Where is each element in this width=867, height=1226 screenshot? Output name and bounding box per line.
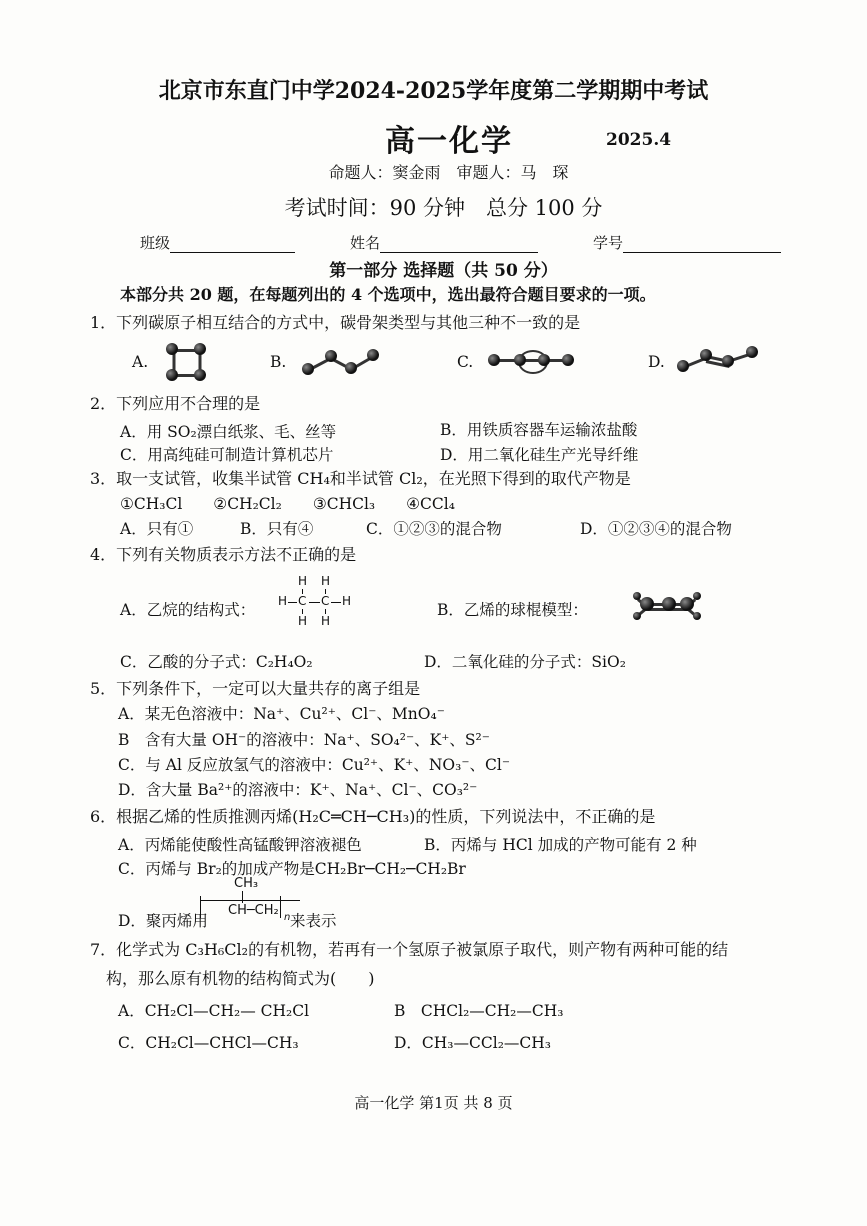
- page-footer: 高一化学 第1页 共 8 页: [354, 1094, 513, 1112]
- id-label: 学号: [593, 234, 624, 252]
- polymer-chain: CH─CH₂: [228, 903, 279, 918]
- subject-title: 高一化学: [385, 124, 513, 159]
- q4-option-b: B．乙烯的球棍模型：: [437, 601, 588, 619]
- q1-option-d: D.: [648, 353, 665, 371]
- q4-stem: 4．下列有关物质表示方法不正确的是: [90, 545, 357, 564]
- q6-option-c: C．丙烯与 Br₂的加成产物是CH₂Br─CH₂─CH₂Br: [118, 860, 466, 878]
- q5-option-b: B 含有大量 OH⁻的溶液中：Na⁺、SO₄²⁻、K⁺、S²⁻: [118, 731, 490, 749]
- authors-line: 命题人：窦金雨 审题人：马 琛: [328, 163, 569, 182]
- q1-option-a: A.: [132, 353, 149, 371]
- q5-option-a: A．某无色溶液中：Na⁺、Cu²⁺、Cl⁻、MnO₄⁻: [118, 705, 445, 723]
- ch3-group: CH₃: [234, 876, 259, 891]
- q1-option-c: C.: [457, 353, 474, 371]
- q7-stem: 7．化学式为 C₃H₆Cl₂的有机物，若再有一个氢原子被氯原子取代，则产物有两种可能的结: [90, 940, 729, 959]
- exam-time: 考试时间：90 分钟 总分 100 分: [284, 196, 603, 220]
- c-atom: C: [298, 594, 307, 608]
- name-label: 姓名: [350, 234, 381, 252]
- id-field: [593, 232, 781, 253]
- q6-stem: 6．根据乙烯的性质推测丙烯(H₂C═CH─CH₃)的性质，下列说法中，不正确的是: [90, 807, 656, 826]
- q2-option-a: A．用 SO₂漂白纸浆、毛、丝等: [120, 423, 337, 441]
- exam-title: 北京市东直门中学2024-2025学年度第二学期期中考试: [158, 78, 709, 104]
- q7-option-c: C．CH₂Cl—CHCl—CH₃: [118, 1034, 299, 1052]
- q7-option-b: B CHCl₂—CH₂—CH₃: [394, 1002, 564, 1020]
- h-atom: H: [342, 594, 352, 608]
- q2-stem: 2．下列应用不合理的是: [90, 394, 261, 413]
- q4-option-d: D．二氧化硅的分子式：SiO₂: [424, 653, 626, 671]
- name-blank[interactable]: [380, 236, 538, 253]
- q7-option-d: D．CH₃—CCl₂—CH₃: [394, 1034, 551, 1052]
- h-atom: H: [278, 594, 288, 608]
- name-field: [350, 232, 538, 253]
- q2-option-c: C．用高纯硅可制造计算机芯片: [120, 446, 334, 464]
- id-blank[interactable]: [623, 236, 781, 253]
- h-atom: H: [321, 574, 331, 588]
- q3-option-c: C．①②③的混合物: [366, 520, 502, 538]
- q6-option-b: B．丙烯与 HCl 加成的产物可能有 2 种: [424, 836, 697, 854]
- q3-option-b: B．只有④: [240, 520, 314, 538]
- h-atom: H: [298, 574, 308, 588]
- repeat-n: n: [284, 912, 291, 923]
- class-field: [140, 232, 295, 253]
- q6-option-d-prefix: D．聚丙烯用: [118, 912, 208, 930]
- q3-items: ①CH₃Cl ②CH₂Cl₂ ③CHCl₃ ④CCl₄: [120, 495, 455, 513]
- section-title: 第一部分 选择题（共 50 分）: [329, 261, 558, 281]
- section-instruction: 本部分共 20 题，在每题列出的 4 个选项中，选出最符合题目要求的一项。: [120, 285, 656, 304]
- q1-option-b: B.: [270, 353, 287, 371]
- q3-stem: 3．取一支试管，收集半试管 CH₄和半试管 Cl₂，在光照下得到的取代产物是: [90, 469, 631, 488]
- q6-option-d-suffix: 来表示: [290, 912, 337, 930]
- q7-option-a: A．CH₂Cl—CH₂— CH₂Cl: [118, 1002, 310, 1020]
- q7-stem-cont: 构，那么原有机物的结构简式为( ): [106, 969, 375, 988]
- c-atom: C: [321, 594, 330, 608]
- h-atom: H: [321, 614, 331, 628]
- q6-option-a: A．丙烯能使酸性高锰酸钾溶液褪色: [118, 836, 362, 854]
- q2-option-b: B．用铁质容器车运输浓盐酸: [440, 421, 638, 439]
- h-atom: H: [298, 614, 308, 628]
- q4-option-c: C．乙酸的分子式：C₂H₄O₂: [120, 653, 313, 671]
- q3-option-d: D．①②③④的混合物: [580, 520, 732, 538]
- q4-ethane-structure: [278, 574, 360, 630]
- q1-stem: 1．下列碳原子相互结合的方式中，碳骨架类型与其他三种不一致的是: [90, 313, 581, 332]
- q5-option-d: D．含大量 Ba²⁺的溶液中：K⁺、Na⁺、Cl⁻、CO₃²⁻: [118, 781, 478, 799]
- exam-date: 2025.4: [606, 130, 672, 150]
- class-label: 班级: [140, 234, 171, 252]
- q3-option-a: A．只有①: [120, 520, 194, 538]
- q5-option-c: C．与 Al 反应放氢气的溶液中：Cu²⁺、K⁺、NO₃⁻、Cl⁻: [118, 756, 511, 774]
- q2-option-d: D．用二氧化硅生产光导纤维: [440, 446, 639, 464]
- q4-option-a: A．乙烷的结构式：: [120, 601, 256, 619]
- q5-stem: 5．下列条件下，一定可以大量共存的离子组是: [90, 679, 421, 698]
- class-blank[interactable]: [170, 236, 295, 253]
